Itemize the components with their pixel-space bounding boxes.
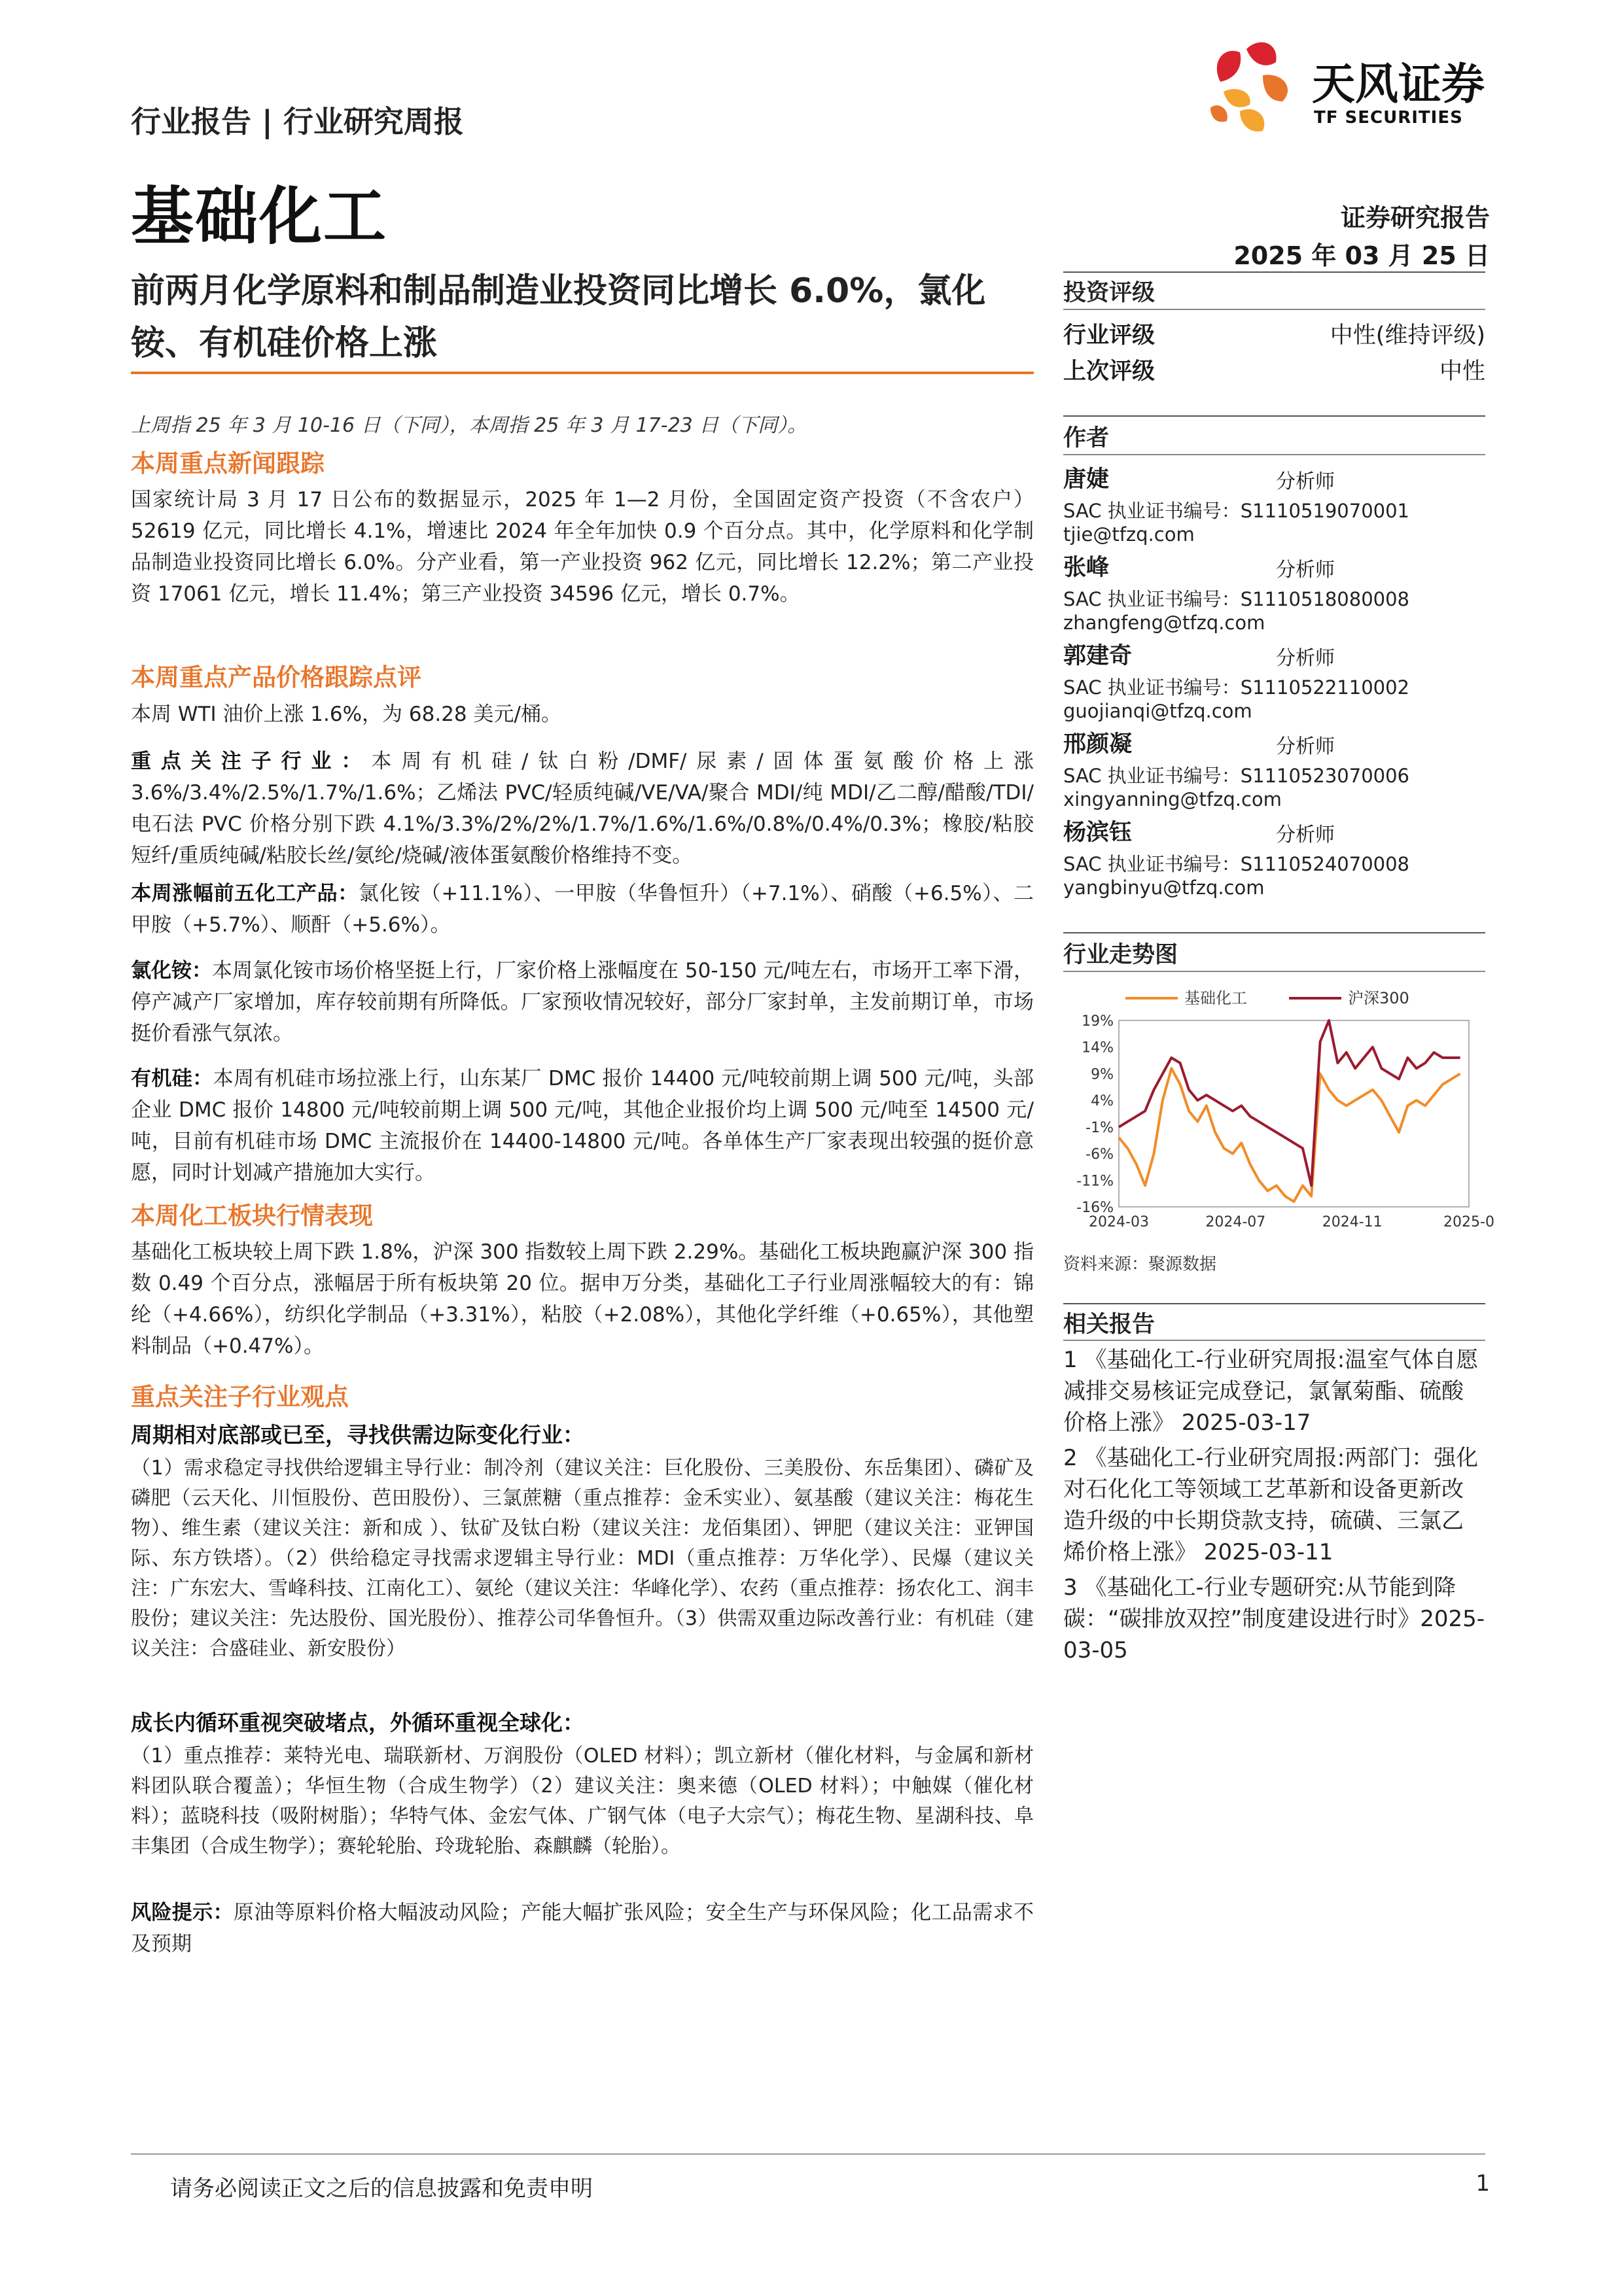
author-sac-number: SAC 执业证书编号：S1110523070006 bbox=[1063, 765, 1410, 787]
industry-rating-label: 行业评级 bbox=[1063, 322, 1156, 349]
industry-rating-value: 中性(维持评级) bbox=[1330, 322, 1485, 349]
risk-label: 风险提示： bbox=[131, 1901, 234, 1924]
author-entry bbox=[1063, 549, 1485, 634]
related-report-item[interactable]: 3 《基础化工-行业专题研究:从节能到降碳：“碳排放双控”制度建设进行时》2025-03-05 bbox=[1063, 1574, 1485, 1663]
author-entry bbox=[1063, 814, 1485, 899]
news-paragraph: 国家统计局 3 月 17 日公布的数据显示，2025 年 1—2 月份，全国固定资产投资（不含农户）52619 亿元，同比增长 4.1%，增速比 2024 年全年加快 0.9 个百分点。其中，化学原料和化学制品制造业投资同比增长 6.0%。分产业看，第一产业投资 962 亿元，同比增长 12.2%；第二产业投资 17061 亿元，增长 11.4%；第三产业投资 34596 亿元，增长 0.7%。 bbox=[131, 488, 1034, 606]
report-kind: 证券研究报告 bbox=[1340, 203, 1490, 232]
logo-mark-icon bbox=[1197, 36, 1309, 147]
previous-rating-label: 上次评级 bbox=[1063, 358, 1156, 385]
chart-source: 资料来源：聚源数据 bbox=[1063, 1255, 1217, 1274]
related-report-item[interactable]: 2 《基础化工-行业研究周报:两部门：强化对石化化工等领域工艺革新和设备更新改造升级的中长期贷款支持，硫磺、三氯乙烯价格上涨》 2025-03-11 bbox=[1063, 1445, 1479, 1565]
author-email[interactable]: xingyanning@tfzq.com bbox=[1063, 788, 1282, 810]
views-cycle-paragraph: （1）需求稳定寻找供给逻辑主导行业：制冷剂（建议关注：巨化股份、三美股份、东岳集团）、磷矿及磷肥（云天化、川恒股份、芭田股份）、三氯蔗糖（重点推荐：金禾实业）、氨基酸（建议关注：梅花生物）、维生素（建议关注：新和成 ）、钛矿及钛白粉（建议关注：龙佰集团）、钾肥（建议关注：亚钾国际、东方铁塔）。（2）供给稳定寻找需求逻辑主导行业：MDI（重点推荐：万华化学）、民爆（建议关注：广东宏大、雪峰科技、江南化工）、氨纶（建议关注：华峰化学）、农药（重点推荐：扬农化工、润丰股份；建议关注：先达股份、国光股份）、推荐公司华鲁恒升。（3）供需双重边际改善行业：有机硅（建议关注：合盛硅业、新安股份） bbox=[131, 1457, 1034, 1660]
intro-note: 上周指 25 年 3 月 10-16 日（下同），本周指 25 年 3 月 17-23 日（下同）。 bbox=[131, 414, 807, 437]
silicone-label: 有机硅： bbox=[131, 1067, 213, 1090]
ammonium-chloride-paragraph bbox=[131, 955, 1034, 1049]
series-line-chemical bbox=[1119, 1068, 1460, 1202]
wti-paragraph: 本周 WTI 油价上涨 1.6%，为 68.28 美元/桶。 bbox=[131, 703, 561, 726]
author-name: 唐婕 bbox=[1063, 466, 1110, 493]
authors-top-rule bbox=[1063, 415, 1485, 417]
x-tick-label: 2024-11 bbox=[1322, 1214, 1383, 1230]
author-title: 分析师 bbox=[1276, 824, 1335, 846]
top5-label: 本周涨幅前五化工产品： bbox=[131, 882, 359, 905]
author-title: 分析师 bbox=[1276, 559, 1335, 582]
related-heading: 相关报告 bbox=[1063, 1312, 1156, 1338]
author-title: 分析师 bbox=[1276, 647, 1335, 670]
top5-paragraph bbox=[131, 878, 1034, 941]
section-heading-market: 本周化工板块行情表现 bbox=[131, 1202, 373, 1230]
authors-divider bbox=[1063, 454, 1485, 455]
trend-heading: 行业走势图 bbox=[1063, 942, 1178, 968]
previous-rating-value: 中性 bbox=[1439, 358, 1485, 385]
author-name: 邢颜凝 bbox=[1063, 731, 1133, 757]
author-email[interactable]: tjie@tfzq.com bbox=[1063, 523, 1195, 546]
author-entry bbox=[1063, 726, 1485, 810]
logo-chinese-name: 天风证券 bbox=[1312, 59, 1485, 109]
author-name: 杨滨钰 bbox=[1063, 820, 1133, 846]
rating-heading: 投资评级 bbox=[1063, 280, 1156, 306]
related-divider bbox=[1063, 1340, 1485, 1341]
y-tick-label: -6% bbox=[1086, 1146, 1114, 1163]
focus-text: 本周有机硅/钛白粉/DMF/尿素/固体蛋氨酸价格上涨 3.6%/3.4%/2.5%/1.7%/1.6%；乙烯法 PVC/轻质纯碱/VE/VA/聚合 MDI/纯 MDI/乙二醇/醋酸/TDI/电石法 PVC 价格分别下跌 4.1%/3.3%/2%/2%/1.7%/1.6%/1.6%/0.8%/0.4%/0.3%；橡胶/粘胶短纤/重质纯碱/粘胶长丝/氨纶/烧碱/液体蛋氨酸价格维持不变。 bbox=[131, 750, 1034, 867]
section-heading-views: 重点关注子行业观点 bbox=[131, 1383, 349, 1411]
y-tick-label: -16% bbox=[1076, 1200, 1114, 1216]
related-top-rule bbox=[1063, 1303, 1485, 1304]
legend-label: 沪深300 bbox=[1348, 989, 1409, 1007]
y-tick-label: -1% bbox=[1086, 1119, 1114, 1136]
ammonium-chloride-text: 本周氯化铵市场价格坚挺上行，厂家价格上涨幅度在 50-150 元/吨左右，市场开工率下滑，停产减产厂家增加，库存较前期有所降低。厂家预收情况较好，部分厂家封单，主发前期订单，市场挺价看涨气氛浓。 bbox=[131, 959, 1034, 1045]
legend-label: 基础化工 bbox=[1184, 989, 1247, 1007]
author-sac-number: SAC 执业证书编号：S1110522110002 bbox=[1063, 676, 1410, 699]
risk-paragraph bbox=[131, 1897, 1034, 1960]
views-subheading-cycle: 周期相对底部或已至，寻找供需边际变化行业： bbox=[131, 1422, 584, 1448]
rating-top-rule bbox=[1063, 271, 1485, 273]
y-tick-label: 9% bbox=[1091, 1066, 1114, 1083]
author-sac-number: SAC 执业证书编号：S1110524070008 bbox=[1063, 853, 1410, 875]
author-sac-number: SAC 执业证书编号：S1110518080008 bbox=[1063, 588, 1410, 610]
rating-divider bbox=[1063, 309, 1485, 310]
author-sac-number: SAC 执业证书编号：S1110519070001 bbox=[1063, 500, 1410, 522]
author-entry bbox=[1063, 638, 1485, 722]
author-name: 张峰 bbox=[1063, 555, 1110, 581]
author-email[interactable]: yangbinyu@tfzq.com bbox=[1063, 877, 1265, 899]
x-tick-label: 2025-0 bbox=[1443, 1214, 1494, 1230]
top5-text: 氯化铵（+11.1%）、一甲胺（华鲁恒升）（+7.1%）、硝酸（+6.5%）、二甲胺（+5.7%）、顺酐（+5.6%）。 bbox=[131, 882, 1034, 937]
y-tick-label: 14% bbox=[1082, 1039, 1114, 1056]
trend-top-rule bbox=[1063, 932, 1485, 933]
section-heading-price: 本周重点产品价格跟踪点评 bbox=[131, 663, 421, 691]
author-email[interactable]: guojianqi@tfzq.com bbox=[1063, 700, 1252, 722]
report-title: 前两月化学原料和制品制造业投资同比增长 6.0%，氯化铵、有机硅价格上涨 bbox=[131, 271, 986, 363]
focus-label: 重点关注子行业： bbox=[131, 750, 372, 773]
author-title: 分析师 bbox=[1276, 735, 1335, 758]
views-subheading-growth: 成长内循环重视突破堵点，外循环重视全球化： bbox=[131, 1710, 584, 1735]
report-date: 2025 年 03 月 25 日 bbox=[1233, 241, 1490, 270]
trend-divider bbox=[1063, 971, 1485, 972]
title-underline bbox=[131, 372, 1034, 374]
x-tick-label: 2024-03 bbox=[1089, 1214, 1149, 1230]
logo-english-name: TF SECURITIES bbox=[1314, 108, 1463, 128]
industry-trend-chart bbox=[1063, 975, 1494, 1236]
y-tick-label: 19% bbox=[1082, 1013, 1114, 1030]
report-type: 行业报告 | 行业研究周报 bbox=[131, 104, 464, 139]
silicone-text: 本周有机硅市场拉涨上行，山东某厂 DMC 报价 14400 元/吨较前期上调 500 元/吨，头部企业 DMC 报价 14800 元/吨较前期上调 500 元/吨，其他企业报价均上调 500 元/吨至 14500 元/吨，目前有机硅市场 DMC 主流报价在 14400-14800 元/吨。各单体生产厂家表现出较强的挺价意愿，同时计划减产措施加大实行。 bbox=[131, 1067, 1034, 1185]
author-email[interactable]: zhangfeng@tfzq.com bbox=[1063, 612, 1265, 634]
sector-title: 基础化工 bbox=[131, 180, 387, 253]
page-number: 1 bbox=[1475, 2170, 1490, 2197]
y-tick-label: 4% bbox=[1091, 1093, 1114, 1110]
author-name: 郭建奇 bbox=[1063, 643, 1133, 669]
silicone-paragraph bbox=[131, 1063, 1034, 1189]
risk-text: 原油等原料价格大幅波动风险；产能大幅扩张风险；安全生产与环保风险；化工品需求不及预期 bbox=[131, 1901, 1034, 1956]
y-tick-label: -11% bbox=[1076, 1173, 1114, 1190]
author-title: 分析师 bbox=[1276, 470, 1335, 493]
ammonium-chloride-label: 氯化铵： bbox=[131, 959, 213, 983]
author-entry bbox=[1063, 461, 1485, 546]
authors-heading: 作者 bbox=[1063, 425, 1110, 451]
series-line-csi300 bbox=[1119, 1020, 1460, 1185]
focus-paragraph bbox=[131, 746, 1034, 871]
footer-disclaimer: 请务必阅读正文之后的信息披露和免责申明 bbox=[170, 2176, 593, 2202]
related-report-item[interactable]: 1 《基础化工-行业研究周报:温室气体自愿减排交易核证完成登记，氯氰菊酯、硫酸价格上涨》 2025-03-17 bbox=[1063, 1347, 1479, 1436]
views-growth-paragraph: （1）重点推荐：莱特光电、瑞联新材、万润股份（OLED 材料）；凯立新材（催化材料，与金属和新材料团队联合覆盖）；华恒生物（合成生物学）（2）建议关注：奥来德（OLED 材料）；中触媒（催化材料）；蓝晓科技（吸附树脂）；华特气体、金宏气体、广钢气体（电子大宗气）；梅花生物、星湖科技、阜丰集团（合成生物学）；赛轮轮胎、玲珑轮胎、森麒麟（轮胎）。 bbox=[131, 1745, 1034, 1858]
footer-rule bbox=[131, 2153, 1485, 2155]
section-heading-news: 本周重点新闻跟踪 bbox=[131, 449, 325, 478]
chart-plot-frame bbox=[1119, 1020, 1469, 1207]
x-tick-label: 2024-07 bbox=[1205, 1214, 1266, 1230]
related-reports-list bbox=[1063, 1344, 1485, 1670]
market-paragraph: 基础化工板块较上周下跌 1.8%，沪深 300 指数较上周下跌 2.29%。基础化工板块跑赢沪深 300 指数 0.49 个百分点，涨幅居于所有板块第 20 位。据申万分类，基础化工子行业周涨幅较大的有：锦纶（+4.66%），纺织化学制品（+3.31%），粘胶（+2.08%），其他化学纤维（+0.65%），其他塑料制品（+0.47%）。 bbox=[131, 1240, 1034, 1358]
company-logo bbox=[1197, 36, 1498, 147]
